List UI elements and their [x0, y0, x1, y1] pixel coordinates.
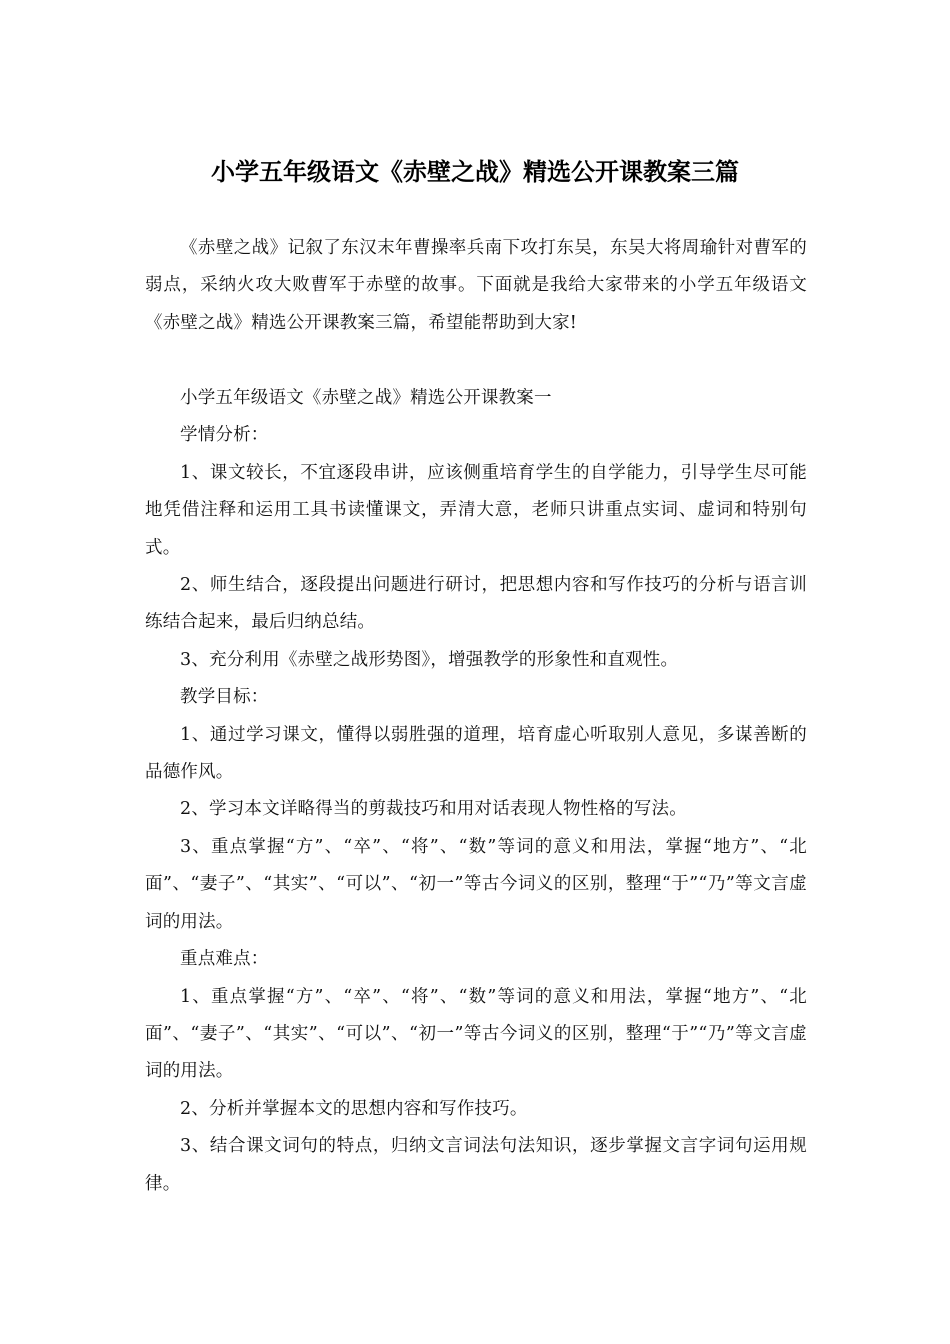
paragraph: 3、重点掌握“方”、“卒”、“将”、“数”等词的意义和用法，掌握“地方”、“北面”、“妻子”、“其实”、“可以”、“初一”等古今词义的区别，整理“于”“乃”等文言虚词的用法。	[145, 836, 807, 932]
paragraph: 3、充分利用《赤壁之战形势图》，增强教学的形象性和直观性。	[180, 649, 679, 670]
paragraph: 1、重点掌握“方”、“卒”、“将”、“数”等词的意义和用法，掌握“地方”、“北面”、“妻子”、“其实”、“可以”、“初一”等古今词义的区别，整理“于”“乃”等文言虚词的用法。	[145, 986, 807, 1082]
paragraph: 1、课文较长，不宜逐段串讲，应该侧重培育学生的自学能力，引导学生尽可能地凭借注释和运用工具书读懂课文，弄清大意，老师只讲重点实词、虚词和特别句式。	[145, 462, 807, 558]
paragraph: 3、结合课文词句的特点，归纳文言词法句法知识，逐步掌握文言字词句运用规律。	[145, 1136, 807, 1194]
document-title: 小学五年级语文《赤壁之战》精选公开课教案三篇	[211, 158, 739, 186]
paragraph: 1、通过学习课文，懂得以弱胜强的道理，培育虚心听取别人意见，多谋善断的品德作风。	[145, 724, 807, 783]
lesson-heading: 小学五年级语文《赤壁之战》精选公开课教案一	[180, 388, 552, 408]
paragraph: 2、分析并掌握本文的思想内容和写作技巧。	[180, 1098, 528, 1119]
section-heading-teaching-goals: 教学目标：	[180, 687, 269, 708]
section-heading-key-points: 重点难点：	[180, 949, 269, 970]
section-heading-learning-analysis: 学情分析：	[180, 425, 269, 446]
paragraph: 2、师生结合，逐段提出问题进行研讨，把思想内容和写作技巧的分析与语言训练结合起来，最后归纳总结。	[145, 575, 807, 633]
content-section	[145, 380, 807, 1203]
intro-paragraph: 《赤壁之战》记叙了东汉末年曹操率兵南下攻打东吴，东吴大将周瑜针对曹军的弱点，采纳火攻大败曹军于赤壁的故事。下面就是我给大家带来的小学五年级语文《赤壁之战》精选公开课教案三篇，希望能帮助到大家!	[145, 238, 807, 333]
intro-section	[145, 230, 807, 342]
paragraph: 2、学习本文详略得当的剪裁技巧和用对话表现人物性格的写法。	[180, 799, 687, 820]
